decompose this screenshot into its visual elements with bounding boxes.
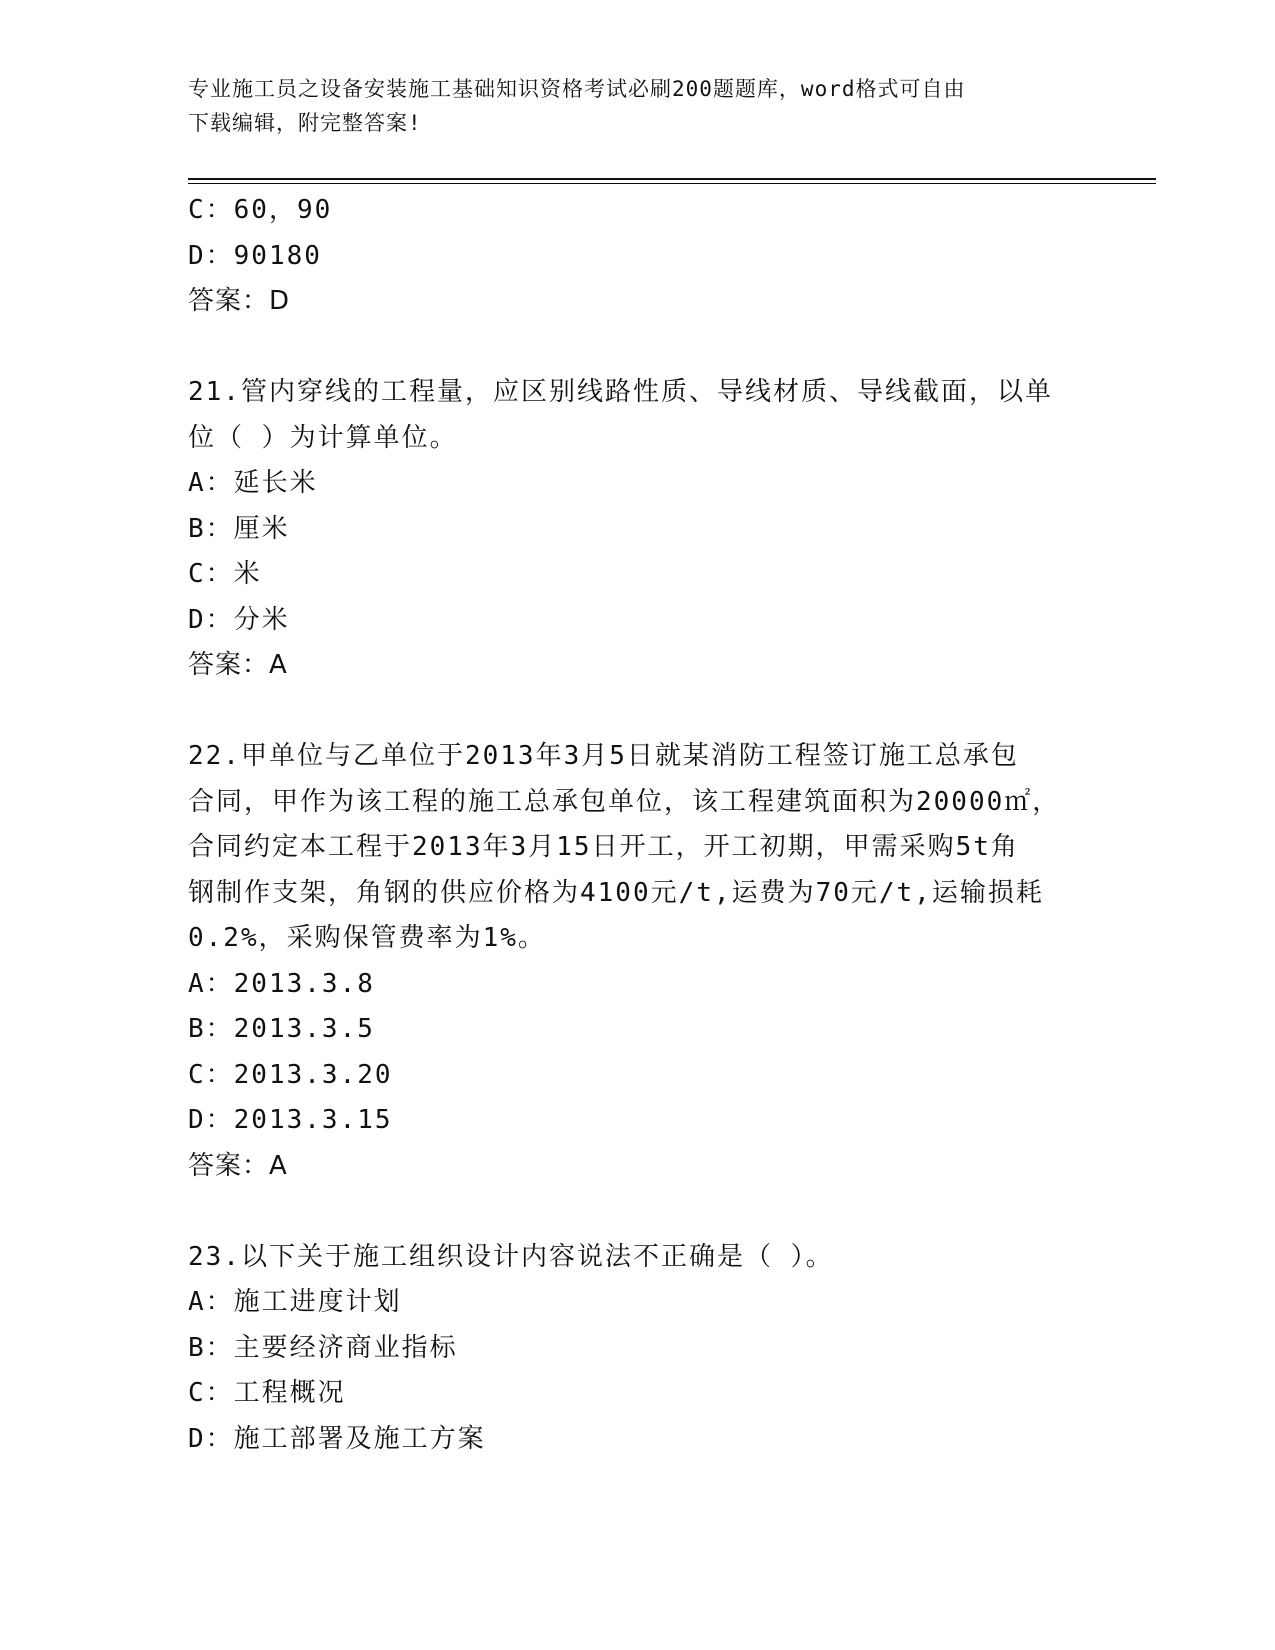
question-spacer (188, 325, 1088, 371)
option-c: C：2013.3.20 (188, 1059, 393, 1090)
question-stem: 0.2%，采购保管费率为1%。 (188, 923, 546, 953)
page-header (188, 72, 1068, 140)
header-title-line-1: 专业施工员之设备安装施工基础知识资格考试必刷200题题库，word格式可自由 (188, 77, 966, 101)
question-spacer (188, 689, 1088, 735)
question-stem: 21.管内穿线的工程量，应区别线路性质、导线材质、导线截面，以单 (188, 377, 1053, 407)
option-d: D：90180 (188, 240, 322, 271)
option-a: A：施工进度计划 (188, 1287, 402, 1317)
option-c: C：工程概况 (188, 1378, 346, 1408)
header-divider-thick (188, 178, 1156, 180)
question-stem: 钢制作支架，角钢的供应价格为4100元/t,运费为70元/t,运输损耗 (188, 877, 1044, 908)
option-d: D：分米 (188, 604, 290, 635)
question-stem: 23.以下关于施工组织设计内容说法不正确是（ ）。 (188, 1241, 834, 1272)
question-20 (188, 188, 1088, 325)
option-a: A：2013.3.8 (188, 968, 375, 999)
answer-line: 答案：D (188, 286, 291, 316)
answer-line: 答案：A (188, 650, 288, 680)
answer-line: 答案：A (188, 1150, 288, 1181)
option-b: B：主要经济商业指标 (188, 1332, 458, 1363)
header-divider-thin (188, 183, 1156, 184)
question-list (188, 188, 1088, 1462)
question-22 (188, 734, 1088, 1189)
option-a: A：延长米 (188, 468, 318, 498)
header-title-line-2: 下载编辑，附完整答案! (188, 111, 422, 135)
option-b: B：2013.3.5 (188, 1014, 375, 1044)
option-c: C：米 (188, 559, 262, 589)
question-stem: 22.甲单位与乙单位于2013年3月5日就某消防工程签订施工总承包 (188, 741, 1019, 771)
option-d: D：2013.3.15 (188, 1105, 393, 1135)
question-stem: 位（ ）为计算单位。 (188, 422, 458, 453)
question-stem: 合同，甲作为该工程的施工总承包单位，该工程建筑面积为20000㎡， (188, 786, 1061, 817)
question-spacer (188, 1189, 1088, 1235)
question-21 (188, 370, 1088, 689)
question-23 (188, 1235, 1088, 1463)
option-b: B：厘米 (188, 513, 290, 544)
option-d: D：施工部署及施工方案 (188, 1423, 486, 1454)
option-c: C：60，90 (188, 195, 333, 225)
question-stem: 合同约定本工程于2013年3月15日开工，开工初期，甲需采购5t角 (188, 832, 1019, 862)
